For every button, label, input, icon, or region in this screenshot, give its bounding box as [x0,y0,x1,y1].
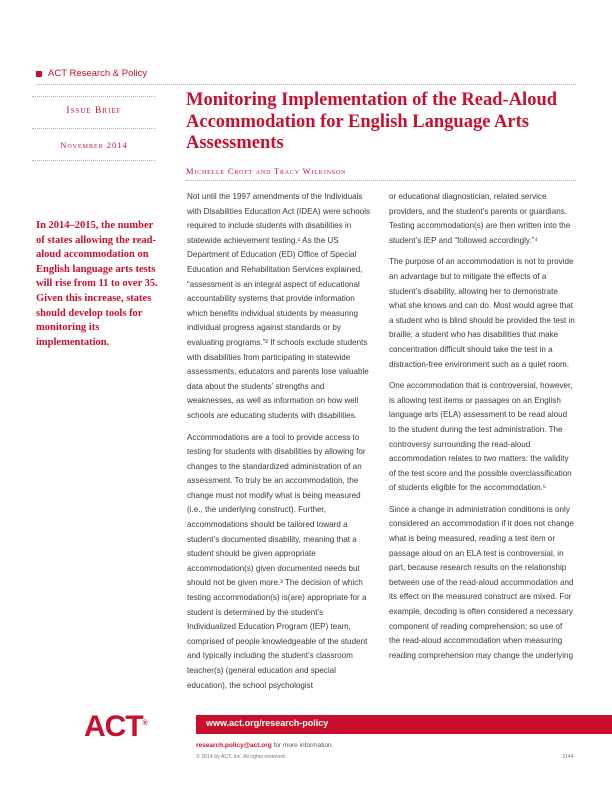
paragraph: Accommodations are a tool to provide access to testing for students with disabilities by allowing for changes to the standardized administration of an assessment. To truly be an accommodation, the change must not modify what is being measured (i.e., the underlying construct). Further, accommodations should be tailored toward a student’s documented disability, meaning that a student should be given appropriate accommodation(s) given documented needs but should not be given more.³ The decision of which testing accommodation(s) is(are) appropriate for a student is determined by the student’s Individualized Education Program (IEP) team, comprised of people knowledgeable of the student and typically including the student’s classroom teacher(s) (general education and special education), the school psychologist [187,432,368,690]
authors [186,166,346,176]
act-logo [84,710,147,744]
paragraph: Since a change in administration conditions is only considered an accommodation if it does not change what is being measured, reading a test item or passage aloud on an ELA test is controversial, in part, because research results on the relationship between use of the read-aloud accommodation and its effect on the measured construct are mixed. For example, decoding is often considered a necessary component of reading comprehension; so use of the read-aloud accommodation when measuring reading comprehension may change the underlying [389,504,574,660]
issue-label-text: Issue Brief [66,106,122,116]
registered-mark: ® [142,720,147,727]
issue-date [32,140,156,150]
header-divider [36,84,576,85]
copyright: © 2014 by ACT, Inc. All rights reserved. [196,754,287,760]
issue-divider-bottom [32,160,156,161]
org-label [36,68,147,79]
email-link[interactable]: research.policy@act.org [196,742,272,749]
body-column-right [389,190,575,670]
issue-divider-mid [32,128,156,129]
footer-url-link[interactable]: www.act.org/research-policy [206,718,329,728]
act-logo-text: ACT [84,710,143,743]
footer-contact [196,742,333,749]
sidebar-pullquote: In 2014–2015, the number of states allowing the read-aloud accommodation on English language arts tests will rise from 11 to over 35. Given this increase, states should develop tools for monitoring its implementation. [36,220,158,348]
body-column-left [187,190,373,700]
issue-label [32,106,156,116]
document-code: 3144 [562,754,574,760]
paragraph: One accommodation that is controversial, however, is allowing test items or passages on an English language arts (ELA) assessment to be read aloud to the student during the test administration. The controversy surrounding the read-aloud accommodation relates to two matters: the validity of the test score and the possible overclassification of students eligible for the accommodation.⁵ [389,381,573,493]
email-suffix: for more information. [271,742,334,749]
issue-divider-top [32,96,156,97]
paragraph: or educational diagnostician, related service providers, and the student’s parents or guardians. Testing accommodation(s) are then written into the student’s IEP and “followed accordingly.”⁴ [389,192,571,245]
paragraph: Not until the 1997 amendments of the Individuals with Disabilities Education Act (IDEA) were schools required to include students with disabilities in statewide achievement testing.¹ As the US Department of Education (ED) Office of Special Education and Rehabilitation Services explained, “assessment is an integral aspect of educational accountability systems that provide information which benefits individual students by measuring individual progress against standards or by evaluating programs.”² If schools exclude students with disabilities from participating in statewide assessments, educators and parents lose valuable data about the students’ strengths and weaknesses, as well as information on how well schools are educating students with disabilities. [187,192,371,420]
title-divider [186,180,576,181]
org-name: ACT Research & Policy [48,68,148,79]
square-bullet-icon [36,71,42,77]
issue-date-text: November 2014 [60,140,128,150]
paragraph: The purpose of an accommodation is not to provide an advantage but to mitigate the effects of a student’s disability, allowing her to demonstrate what she knows and can do. Most would agree that a student who is blind should be provided the test in braille; a student who has disabilities that make concentration difficult should take the test in a distraction-free environment such as a quiet room. [389,257,575,369]
document-title: Monitoring Implementation of the Read-Aloud Accommodation for English Language Arts Assessments [186,90,558,153]
authors-text: Michelle Croft and Tracy Wilkinson [186,166,347,176]
